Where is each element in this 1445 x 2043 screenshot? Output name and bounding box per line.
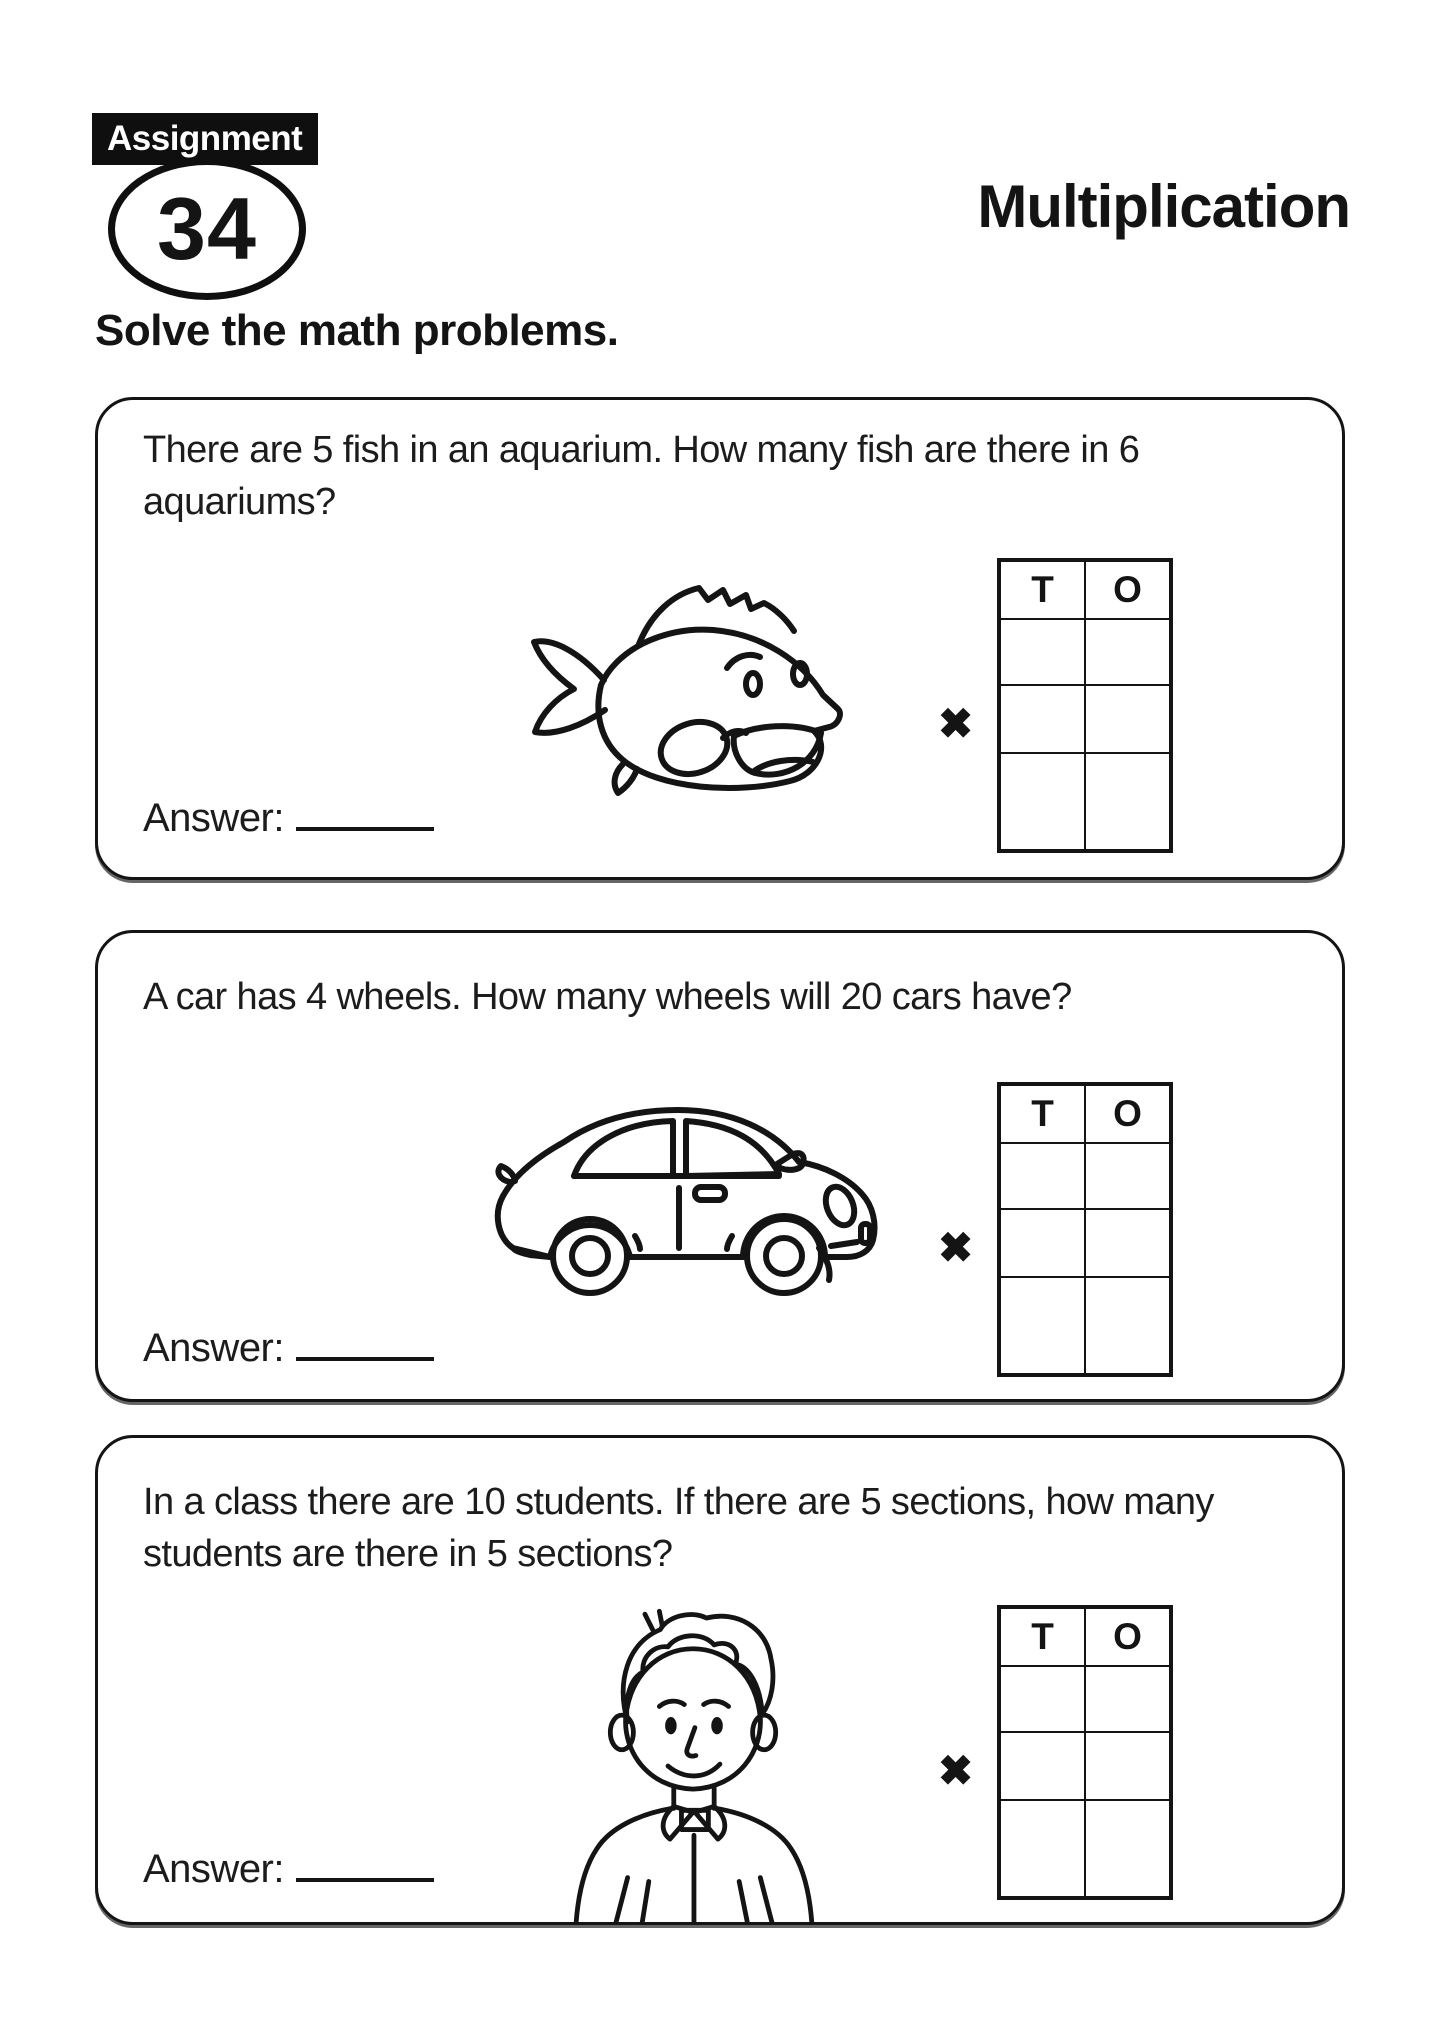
- boy-illustration: [568, 1603, 818, 1925]
- table-cell[interactable]: [1085, 1143, 1170, 1209]
- table-cell[interactable]: [1000, 753, 1085, 850]
- table-cell[interactable]: [1085, 1209, 1170, 1277]
- instruction-text: Solve the math problems.: [95, 306, 619, 355]
- table-cell[interactable]: [1000, 685, 1085, 753]
- answer-blank[interactable]: [296, 1848, 434, 1882]
- table-cell[interactable]: [1000, 1277, 1085, 1374]
- multiply-icon: ✖: [938, 1747, 974, 1794]
- table-cell[interactable]: [1085, 1666, 1170, 1732]
- table-header-tens: T: [1000, 1085, 1085, 1143]
- table-header-tens: T: [1000, 1608, 1085, 1666]
- table-header-ones: O: [1085, 1085, 1170, 1143]
- table-cell[interactable]: [1000, 1209, 1085, 1277]
- problem-question: There are 5 fish in an aquarium. How many fish are there in 6 aquariums?: [143, 429, 1140, 523]
- answer-label: Answer:: [143, 796, 284, 840]
- problem-card-3: [95, 1435, 1345, 1925]
- table-cell[interactable]: [1000, 619, 1085, 685]
- problem-card-2: [95, 930, 1345, 1402]
- problem-question: A car has 4 wheels. How many wheels will 20 cars have?: [143, 976, 1072, 1018]
- table-cell[interactable]: [1000, 1143, 1085, 1209]
- answer-blank[interactable]: [296, 1327, 434, 1361]
- fish-illustration: [501, 552, 851, 802]
- answer-label: Answer:: [143, 1847, 284, 1891]
- multiply-icon: ✖: [938, 700, 974, 747]
- multiply-icon: ✖: [938, 1224, 974, 1271]
- answer-blank[interactable]: [296, 797, 434, 831]
- answer-row: [143, 796, 434, 841]
- answer-label: Answer:: [143, 1326, 284, 1370]
- table-cell[interactable]: [1085, 753, 1170, 850]
- table-cell[interactable]: [1085, 619, 1170, 685]
- table-cell[interactable]: [1000, 1666, 1085, 1732]
- answer-row: [143, 1326, 434, 1371]
- table-header-ones: O: [1085, 561, 1170, 619]
- problem-card-1: [95, 397, 1345, 880]
- place-value-table: [997, 1605, 1173, 1900]
- table-cell[interactable]: [1085, 1277, 1170, 1374]
- place-value-table: [997, 1082, 1173, 1377]
- table-cell[interactable]: [1000, 1800, 1085, 1897]
- place-value-table: [997, 558, 1173, 853]
- assignment-badge-label: Assignment: [107, 119, 303, 158]
- table-cell[interactable]: [1000, 1732, 1085, 1800]
- assignment-number: 34: [157, 179, 257, 278]
- car-illustration: [480, 1086, 885, 1301]
- table-cell[interactable]: [1085, 1732, 1170, 1800]
- assignment-number-oval: [108, 158, 306, 300]
- table-header-tens: T: [1000, 561, 1085, 619]
- answer-row: [143, 1847, 434, 1892]
- table-cell[interactable]: [1085, 685, 1170, 753]
- problem-question: In a class there are 10 students. If there are 5 sections, how many students are there in 5 sections?: [143, 1481, 1214, 1575]
- page-title: Multiplication: [977, 173, 1350, 240]
- table-header-ones: O: [1085, 1608, 1170, 1666]
- table-cell[interactable]: [1085, 1800, 1170, 1897]
